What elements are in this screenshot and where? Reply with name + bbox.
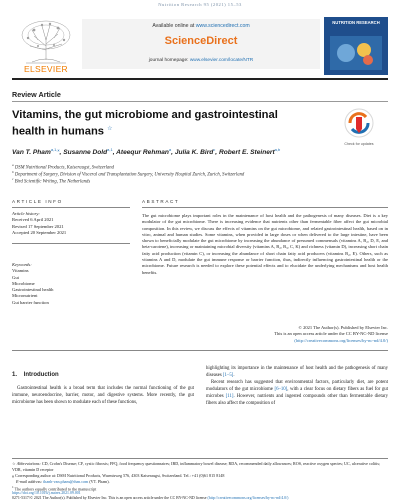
author[interactable]: Susanne Dold$^{a,1}$	[63, 147, 113, 157]
intro-paragraph: , with a clear focus on dietary fibers as fuel for gut microbes	[206, 386, 389, 399]
keyword: Vitamins	[12, 268, 29, 274]
article-title	[12, 108, 332, 139]
keyword: Gut	[12, 274, 19, 280]
affiliation: $^a$ DSM Nutritional Products, Kaiseraugst, Switzerland	[12, 163, 114, 171]
author[interactable]: Robert E. Steinert$^{a,b}$	[218, 147, 281, 157]
citation-link[interactable]: [1–5]	[222, 372, 234, 378]
journal-homepage-link[interactable]: www.elsevier.com/locate/NTR	[189, 58, 254, 63]
check-for-updates-label: Check for updates	[344, 142, 374, 146]
keyword: Microbiome	[12, 280, 35, 286]
article-info-rule	[12, 207, 130, 208]
keywords-rule	[12, 243, 130, 244]
sciencedirect-logo: ScienceDirect	[164, 35, 238, 47]
abstract-rule	[142, 207, 388, 208]
author-list: Van T. Pham$^{a,1,⁎}$, Susanne Dold$^{a,1}$, Ateequr Rehman$^a$, Julia K. Bird$^c$, Robert E. Steinert$^{a,b}$	[12, 147, 281, 157]
article-title-line-2: health in humans	[12, 125, 104, 138]
license-line: This is an open access article under the CC BY-NC-ND license	[274, 331, 388, 337]
copyright-line: © 2021 The Author(s). Published by Elsevier Inc.	[298, 325, 388, 330]
available-prefix: Available online at	[152, 23, 196, 29]
intro-paragraph: Recent research has suggested that environmental factors, particularly diet, are potent modulators of the gut microbiome	[206, 379, 388, 392]
check-for-updates-icon[interactable]	[342, 106, 376, 144]
footnote-corresponding: ⁎ Corresponding author at: DSM Nutritional Products, Wurmisweg 576, 4303 Kaiseraugst, Switzerland. Tel.: +41 (0)61 815 8148	[12, 473, 225, 478]
sciencedirect-link[interactable]: www.sciencedirect.com	[195, 23, 250, 29]
running-head: Nutrition Research 95 (2021) 15–53	[158, 2, 242, 7]
author[interactable]: Julia K. Bird$^c$	[174, 147, 216, 157]
author[interactable]: Van T. Pham$^{a,1,⁎}$	[12, 147, 60, 157]
intro-right-column: highlighting its importance in the maintenance of host health and the pathogenesis of many diseases [1–5]. Recent research has suggested that environmental factors, particularly diet, are potent modulators of the gut microbiome [6–10], with a clear focus on dietary fibers as fuel for gut microbes [11]. However, nutrients and ingested compounds other than fermentable dietary fibers also affect the composition of	[206, 366, 389, 406]
keywords	[12, 262, 122, 306]
history-revised: Revised 17 September 2021	[12, 223, 64, 229]
journal-cover-title: NUTRITION RESEARCH	[332, 20, 380, 25]
history-accepted: Accepted 20 September 2021	[12, 229, 67, 235]
keyword: Gastrointestinal health	[12, 287, 54, 293]
article-doi-block	[12, 491, 388, 500]
keywords-label: Keywords:	[12, 262, 32, 267]
article-history	[12, 211, 122, 236]
history-label: Article history:	[12, 211, 40, 216]
journal-homepage	[82, 58, 320, 63]
intro-paragraph: Gastrointestinal health is a broad term that includes the normal functioning of the gut immune, neuroendocrine, barrier, motor, and digestive systems. More recently, the gut microbiome has been shown to modulate each of these functions,	[12, 386, 194, 405]
footnote-abbreviations: ☆ Abbreviations: CD, Crohn's Disease; CF, cystic fibrosis; FFQ, food frequency questionnaires; IBD, inflammatory bowel disease; RDA, recommended daily allowances; ROS, reactive oxygen species; UC, ulcerative colitis; VDR, vitamin D receptor	[12, 461, 381, 472]
citation-link[interactable]: [6–10]	[274, 386, 288, 392]
section-title: Introduction	[23, 372, 59, 378]
author[interactable]: Ateequr Rehman$^a$	[116, 147, 172, 157]
history-received: Received 6 April 2021	[12, 217, 54, 223]
email-link[interactable]: thanh-van.pham@dsm.com	[43, 479, 89, 484]
available-online	[82, 23, 320, 29]
banner-rule	[12, 78, 388, 80]
article-title-line-1: Vitamins, the gut microbiome and gastrointestinal	[12, 109, 278, 121]
keyword: Gut barrier function	[12, 299, 49, 305]
title-footnote-mark[interactable]: ☆	[107, 126, 113, 132]
footnote-email: E-mail address: thanh-van.pham@dsm.com (VT. Pham).	[16, 479, 110, 484]
article-type: Review Article	[12, 90, 61, 99]
publisher-name: ELSEVIER	[24, 64, 68, 74]
intro-paragraph: highlighting its importance in the maintenance of host health and the pathogenesis of many diseases	[206, 366, 388, 378]
abstract-text: The gut microbiome plays important roles in the maintenance of host health and the pathogenesis of many diseases. Diet is a key modulator of the gut microbiome. There is increasing evidence that nutrients other than fermentable fiber affect the gut microbial composition. In this review, we discuss the effects of vitamins on the gut microbiome, and related gastrointestinal health, based on in vitro, animal and human studies. Some vitamins, when provided in large doses or when delivered to the large intestine, have been shown to beneficially modulate the gut microbiome by increasing the abundance of presumed commensals (vitamins A, B₂, D, E, and beta-carotene), increasing or maintaining microbial diversity (vitamins A, B₂, B₃, C, K) and richness (vitamin D), increasing short chain fatty acid production (vitamin C), or increasing the abundance of short chain fatty acid producers (vitamins B₂, E). Others, such as vitamins A and D, modulate the gut immune response or barrier function, thus, indirectly influencing gastrointestinal health or the microbiome. Future research is needed to explore these potential effects and to elucidate the underlying mechanisms and host health benefits.	[142, 213, 388, 275]
homepage-prefix: journal homepage:	[148, 58, 190, 63]
license-link[interactable]: (http://creativecommons.org/licenses/by-nc-nd/4.0/)	[294, 337, 388, 343]
abstract-end-rule	[12, 350, 388, 351]
doi-link[interactable]: https://doi.org/10.1016/j.nutres.2021.09.001	[12, 491, 81, 495]
abstract-copyright	[142, 325, 388, 344]
article-info-heading: ARTICLE INFO	[12, 199, 63, 204]
footer-license-link[interactable]: (http://creativecommons.org/licenses/by-nc-nd/4.0/)	[207, 495, 289, 500]
intro-paragraph: . However, nutrients and ingested compounds other than fermentable dietary fibers also affect the composition of	[206, 393, 388, 406]
intro-left-column	[12, 386, 194, 407]
section-heading-introduction	[12, 372, 59, 378]
affiliation: $^b$ Department of Surgery, Division of Visceral and Transplantation Surgery, University Hospital Zurich, Zurich, Switzerland	[12, 170, 245, 178]
keyword: Micronutrient	[12, 293, 38, 299]
section-number: 1.	[12, 372, 18, 378]
journal-cover-image	[330, 36, 382, 70]
article-type-rule	[12, 101, 388, 102]
footnote-equal-contribution: $^1$ The authors equally contributed to the manuscript	[12, 485, 97, 492]
footnote-rule	[12, 458, 388, 459]
issn-line: 0271-5317/© 2021 The Author(s). Published by Elsevier Inc. This is an open access article under the CC BY-NC-ND license	[12, 495, 207, 500]
citation-link[interactable]: [11]	[225, 393, 234, 399]
affiliation: $^c$ Bird Scientific Writing, The Netherlands	[12, 177, 91, 185]
abstract-heading: ABSTRACT	[142, 199, 180, 204]
